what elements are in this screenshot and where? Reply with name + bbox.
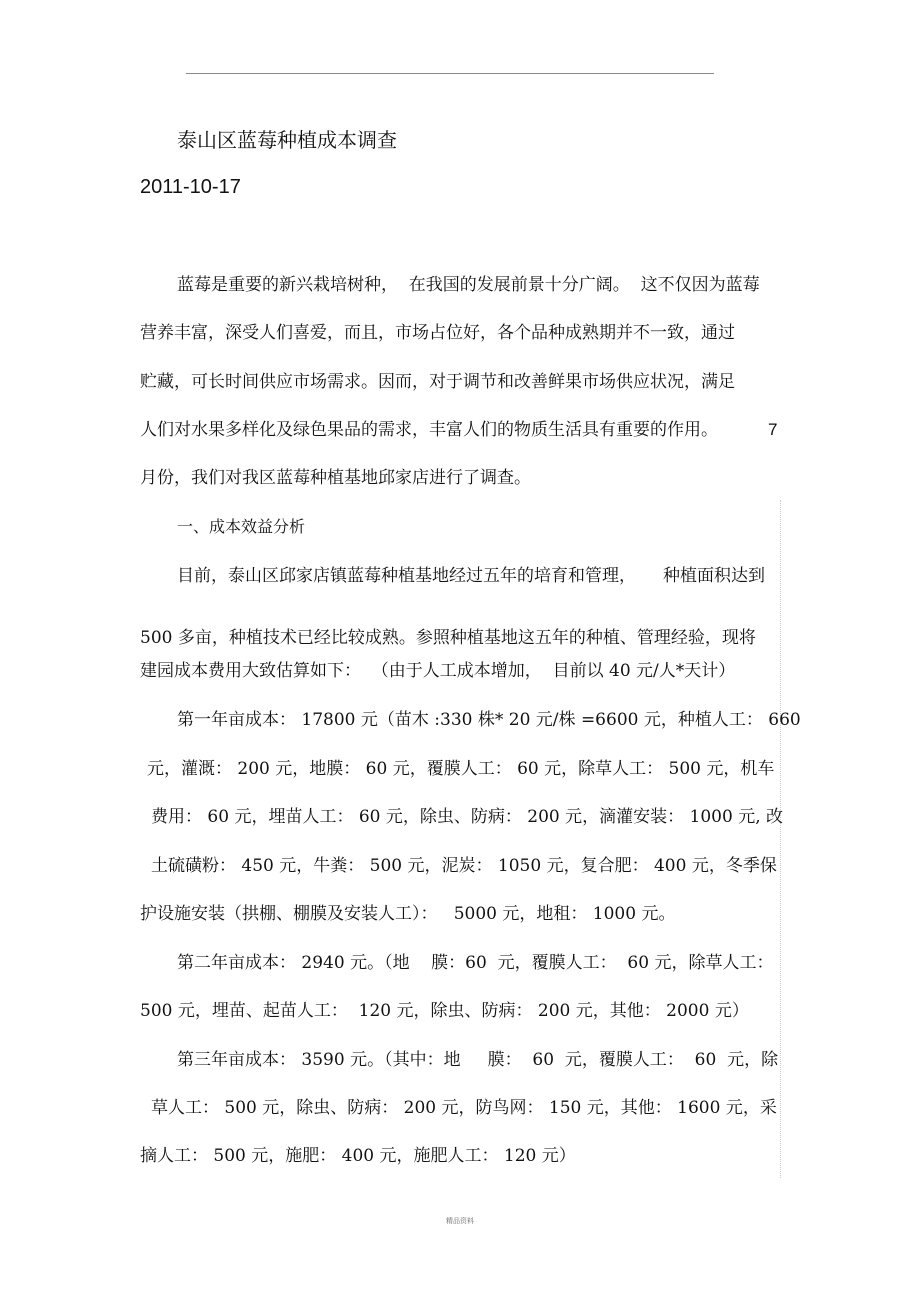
year2-line: 500 元，埋苗、起苗人工： 120 元，除虫、防病： 200 元，其他： 2000 元） bbox=[140, 1001, 749, 1021]
document-title: 泰山区蓝莓种植成本调查 bbox=[177, 128, 397, 152]
body-line: 500 多亩，种植技术已经比较成熟。参照种植基地这五年的种植、管理经验，现将 bbox=[140, 628, 756, 648]
year2-line: 第二年亩成本： 2940 元。（地 膜：60 元，覆膜人工： 60 元，除草人工： bbox=[177, 953, 774, 973]
year1-line: 第一年亩成本： 17800 元（苗木 :330 株* 20 元/株 =6600 元，种植人工： 660 bbox=[177, 710, 801, 730]
year3-line: 第三年亩成本： 3590 元。（其中：地 膜： 60 元，覆膜人工： 60 元，除 bbox=[177, 1050, 779, 1070]
year1-line: 元，灌溉： 200 元，地膜： 60 元，覆膜人工： 60 元，除草人工： 500 元，机车 bbox=[147, 759, 775, 779]
year1-line: 土硫磺粉： 450 元，牛粪： 500 元，泥炭： 1050 元，复合肥： 400 元，冬季保 bbox=[151, 856, 777, 876]
year3-line: 草人工： 500 元，除虫、防病： 200 元，防鸟网： 150 元，其他： 1600 元，采 bbox=[151, 1098, 777, 1118]
year1-line: 护设施安装（拱棚、棚膜及安装人工）： 5000 元，地租： 1000 元。 bbox=[140, 904, 676, 924]
document-date: 2011-10-17 bbox=[140, 176, 241, 198]
intro-line-number: 7 bbox=[768, 420, 778, 439]
header-rule bbox=[186, 73, 714, 74]
margin-rule bbox=[780, 500, 781, 1178]
year3-line: 摘人工： 500 元，施肥： 400 元，施肥人工： 120 元） bbox=[140, 1146, 576, 1166]
intro-line: 月份，我们对我区蓝莓种植基地邱家店进行了调查。 bbox=[140, 468, 531, 488]
page-footer: 精品资料 bbox=[446, 1217, 474, 1225]
section-heading: 一、成本效益分析 bbox=[177, 517, 306, 536]
body-line: 目前，泰山区邱家店镇蓝莓种植基地经过五年的培育和管理， 种植面积达到 bbox=[177, 566, 766, 586]
intro-line: 蓝莓是重要的新兴栽培树种， 在我国的发展前景十分广阔。 这不仅因为蓝莓 bbox=[177, 275, 760, 295]
year1-line: 费用： 60 元，埋苗人工： 60 元，除虫、防病： 200 元，滴灌安装： 1000 元, 改 bbox=[151, 807, 784, 827]
intro-line: 人们对水果多样化及绿色果品的需求，丰富人们的物质生活具有重要的作用。 bbox=[140, 420, 718, 440]
intro-line: 贮藏，可长时间供应市场需求。因而，对于调节和改善鲜果市场供应状况，满足 bbox=[140, 372, 735, 392]
body-line: 建园成本费用大致估算如下： （由于人工成本增加， 目前以 40 元/人*天计） bbox=[140, 661, 736, 681]
intro-line: 营养丰富，深受人们喜爱，而且，市场占位好，各个品种成熟期并不一致，通过 bbox=[140, 323, 735, 343]
